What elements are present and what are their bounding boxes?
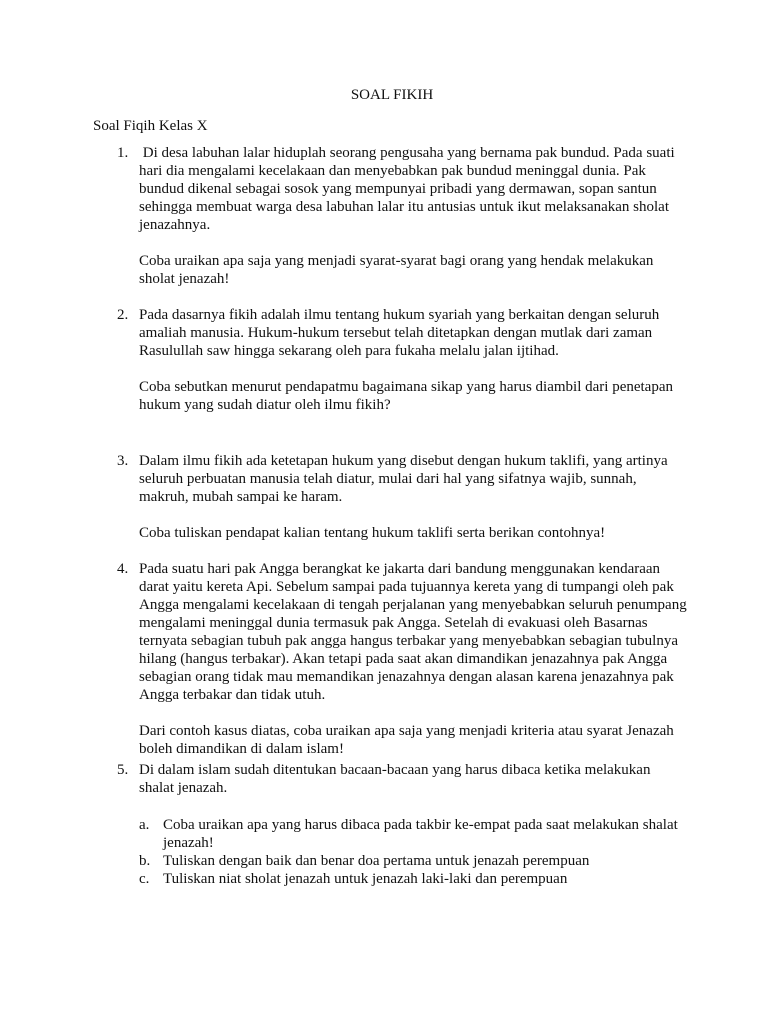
question-text: Pada dasarnya fikih adalah ilmu tentang hukum syariah yang berkaitan dengan seluruh amaliah manusia. Hukum-hukum tersebut telah ditetapkan dengan mutlak dari zaman Rasulullah saw hingga sekarang oleh para fukaha melalu jalan ijtihad.	[139, 307, 660, 359]
question-number: 3.	[117, 453, 129, 469]
question-prompt: Coba tuliskan pendapat kalian tentang hukum taklifi serta berikan contohnya!	[139, 525, 606, 541]
sub-item-letter: c.	[139, 871, 150, 887]
question-text: Di desa labuhan lalar hiduplah seorang pengusaha yang bernama pak bundud. Pada suati hari dia mengalami kecelakaan dan menyebabkan pak bundud meninggal dunia. Pak bundud dikenal sebagai sosok yang mempunyai pribadi yang dermawan, sopan santun sehingga membuat warga desa labuhan lalar itu antusias untuk ikut melaksanakan sholat jenazahnya.	[139, 145, 679, 233]
question-number: 1.	[117, 145, 129, 161]
sub-item-text: Tuliskan dengan baik dan benar doa pertama untuk jenazah perempuan	[163, 853, 590, 869]
question-prompt: Coba uraikan apa saja yang menjadi syarat-syarat bagi orang yang hendak melakukan sholat jenazah!	[139, 253, 654, 287]
sub-item-text: Tuliskan niat sholat jenazah untuk jenazah laki-laki dan perempuan	[163, 871, 568, 887]
sub-item-text: Coba uraikan apa yang harus dibaca pada takbir ke-empat pada saat melakukan shalat jenazah!	[163, 817, 678, 851]
sub-item-a	[139, 816, 699, 852]
question-text: Pada suatu hari pak Angga berangkat ke jakarta dari bandung menggunakan kendaraan darat yaitu kereta Api. Sebelum sampai pada tujuannya kereta yang di tumpangi oleh pak Angga mengalami kecelakaan di tengah perjalanan yang menyebabkan seluruh penumpang mengalami meninggal dunia termasuk pak Angga. Setelah di evakuasi oleh Basarnas ternyata sebagian tubuh pak angga hangus terbakar yang menyebabkan sebagian tubulnya hilang (hangus terbakar). Akan tetapi pada saat akan dimandikan jenazahnya pak Angga sebagian orang tidak mau memandikan jenazahnya dengan alasan karena jenazahnya pak Angga terbakar dan tidak utuh.	[139, 561, 687, 703]
question-3	[117, 452, 687, 542]
question-prompt: Dari contoh kasus diatas, coba uraikan apa saja yang menjadi kriteria atau syarat Jenazah boleh dimandikan di dalam islam!	[139, 723, 674, 757]
question-text: Di dalam islam sudah ditentukan bacaan-bacaan yang harus dibaca ketika melakukan shalat jenazah.	[139, 762, 651, 796]
sub-item-letter: a.	[139, 817, 150, 833]
question-4	[117, 560, 687, 758]
page-title: SOAL FIKIH	[350, 87, 434, 103]
sub-item-b	[139, 852, 699, 870]
question-5	[117, 761, 687, 797]
question-number: 4.	[117, 561, 129, 577]
sub-item-letter: b.	[139, 853, 151, 869]
question-5-sub-list	[139, 816, 699, 888]
question-text: Dalam ilmu fikih ada ketetapan hukum yang disebut dengan hukum taklifi, yang artinya seluruh perbuatan manusia telah diatur, mulai dari hal yang sifatnya wajib, sunnah, makruh, mubah sampai ke haram.	[139, 453, 668, 505]
question-2	[117, 306, 687, 414]
sub-item-c	[139, 870, 699, 888]
question-number: 2.	[117, 307, 129, 323]
document-subtitle: Soal Fiqih Kelas X	[93, 118, 208, 134]
question-number: 5.	[117, 762, 129, 778]
question-1	[117, 144, 687, 288]
question-prompt: Coba sebutkan menurut pendapatmu bagaimana sikap yang harus diambil dari penetapan hukum yang sudah diatur oleh ilmu fikih?	[139, 379, 674, 413]
